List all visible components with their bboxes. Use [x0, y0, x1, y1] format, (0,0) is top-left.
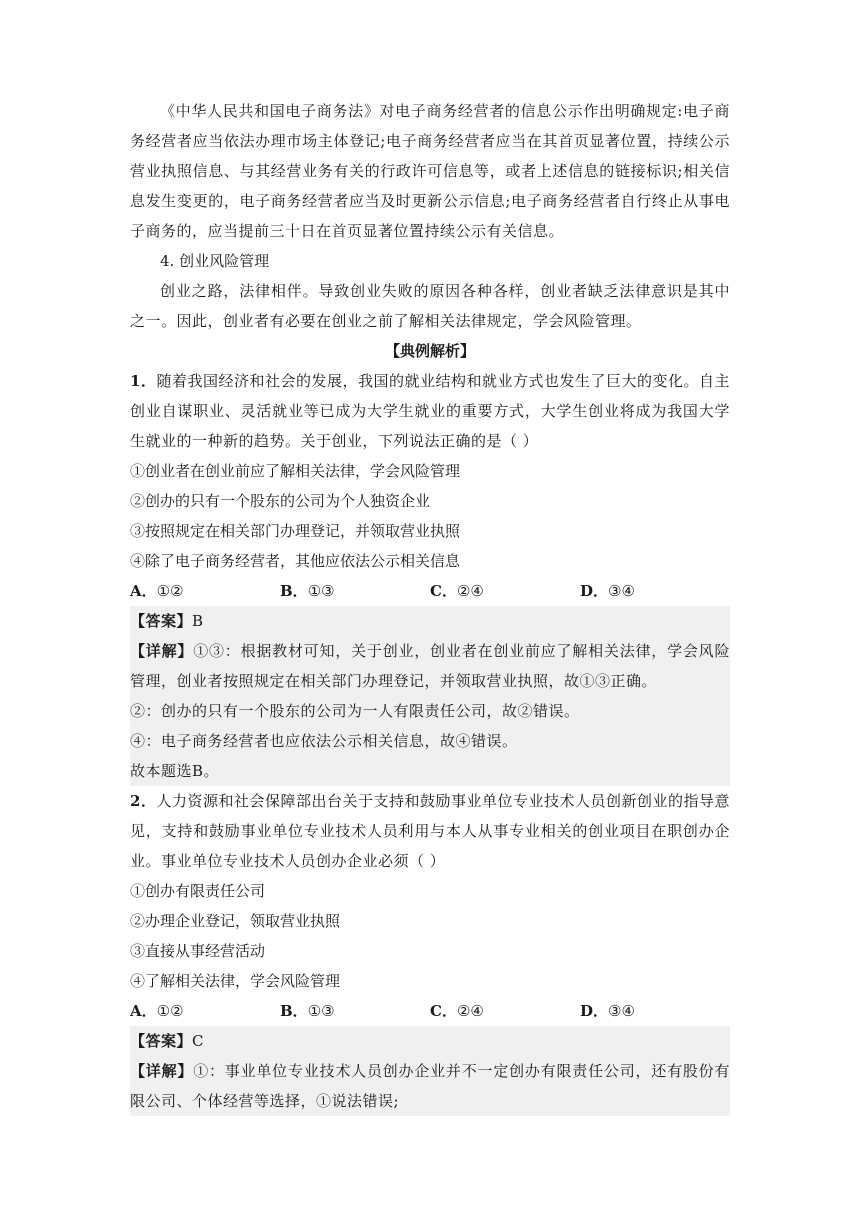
choice-text: ③④: [608, 1002, 635, 1020]
choice-text: ②④: [456, 582, 484, 600]
answer-tag: 【答案】: [130, 1032, 193, 1050]
choice-letter: A．: [130, 1002, 157, 1020]
question-1-stem: [130, 366, 730, 456]
choice-text: ①③: [307, 1002, 335, 1020]
choice-letter: C．: [430, 582, 457, 600]
question-1-choices: [130, 576, 730, 606]
choice-text: ②④: [456, 1002, 484, 1020]
question-1-option-3: ③按照规定在相关部门办理登记，并领取营业执照: [130, 522, 461, 540]
question-2-choice-d: [580, 996, 730, 1026]
question-1-choice-d: [580, 576, 730, 606]
question-2-choices: [130, 996, 730, 1026]
question-2-option-4: ④了解相关法律，学会风险管理: [130, 972, 341, 990]
section-title-examples: 【典例解析】: [384, 342, 475, 360]
answer-tag: 【答案】: [130, 612, 193, 630]
choice-text: ①②: [156, 582, 184, 600]
choice-text: ①③: [307, 582, 335, 600]
question-2-detail-1: [130, 1056, 730, 1116]
answer-value: C: [192, 1032, 204, 1050]
detail-text: ①③：根据教材可知，关于创业，创业者在创业前应了解相关法律，学会风险管理，创业者按照规定在相关部门办理登记，并领取营业执照，故①③正确。: [130, 642, 730, 690]
choice-letter: D．: [580, 582, 609, 600]
question-1-option-2: ②创办的只有一个股东的公司为个人独资企业: [130, 492, 431, 510]
question-2-stem: [130, 786, 730, 876]
detail-tag: 【详解】: [130, 1062, 194, 1080]
question-2-choice-b: [280, 996, 430, 1026]
question-2-choice-a: [130, 996, 280, 1026]
question-2-text: 人力资源和社会保障部出台关于支持和鼓励事业单位专业技术人员创新创业的指导意见，支持和鼓励事业单位专业技术人员利用与本人从事专业相关的创业项目在职创办企业。事业单位专业技术人员创办企业必须（ ）: [130, 792, 731, 870]
question-1-detail-2: ②：创办的只有一个股东的公司为一人有限责任公司，故②错误。: [130, 702, 580, 720]
question-1-detail-1: [130, 636, 730, 696]
question-1-detail-3: ④：电子商务经营者也应依法公示相关信息，故④错误。: [130, 732, 518, 750]
intro-paragraph-ecommerce-law: 《中华人民共和国电子商务法》对电子商务经营者的信息公示作出明确规定:电子商务经营者应当依法办理市场主体登记;电子商务经营者应当在其首页显著位置，持续公示营业执照信息、与其经营业务有关的行政许可信息等，或者上述信息的链接标识;相关信息发生变更的，电子商务经营者应当及时更新公示信息;电子商务经营者自行终止从事电子商务的，应当提前三十日在首页显著位置持续公示有关信息。: [130, 102, 730, 240]
choice-letter: B．: [280, 582, 308, 600]
question-2-answer-box: [130, 1026, 730, 1116]
question-1-number: 1．: [130, 372, 157, 390]
question-2-number: 2．: [130, 792, 157, 810]
question-1-option-1: ①创业者在创业前应了解相关法律，学会风险管理: [130, 462, 461, 480]
question-2-answer: [130, 1026, 730, 1056]
question-2-option-2: ②办理企业登记，领取营业执照: [130, 912, 341, 930]
detail-text: ①：事业单位专业技术人员创办企业并不一定创办有限责任公司，还有股份有限公司、个体经营等选择，①说法错误;: [130, 1062, 730, 1110]
question-1-detail-4: 故本题选B。: [130, 762, 220, 780]
question-1-choice-c: [430, 576, 580, 606]
question-1-choice-b: [280, 576, 430, 606]
choice-letter: D．: [580, 1002, 609, 1020]
choice-text: ①②: [156, 1002, 184, 1020]
question-2-option-3: ③直接从事经营活动: [130, 942, 266, 960]
question-1-answer: [130, 606, 730, 636]
question-2-option-1: ①创办有限责任公司: [130, 882, 266, 900]
subheading-risk-management: 4. 创业风险管理: [160, 252, 270, 270]
question-1-answer-box: [130, 606, 730, 786]
choice-letter: B．: [280, 1002, 308, 1020]
question-1-choice-a: [130, 576, 280, 606]
choice-text: ③④: [608, 582, 635, 600]
question-1-option-4: ④除了电子商务经营者，其他应依法公示相关信息: [130, 552, 461, 570]
choice-letter: C．: [430, 1002, 457, 1020]
answer-value: B: [192, 612, 204, 630]
question-2: [130, 786, 730, 1116]
intro-paragraph-legal-awareness: 创业之路，法律相伴。导致创业失败的原因各种各样，创业者缺乏法律意识是其中之一。因此，创业者有必要在创业之前了解相关法律规定，学会风险管理。: [130, 282, 730, 330]
document-content: [130, 96, 730, 1116]
question-1: [130, 366, 730, 786]
question-2-choice-c: [430, 996, 580, 1026]
question-1-text: 随着我国经济和社会的发展，我国的就业结构和就业方式也发生了巨大的变化。自主创业自谋职业、灵活就业等已成为大学生就业的重要方式，大学生创业将成为我国大学生就业的一种新的趋势。关于创业，下列说法正确的是（ ）: [130, 372, 731, 450]
detail-tag: 【详解】: [130, 642, 194, 660]
choice-letter: A．: [130, 582, 157, 600]
